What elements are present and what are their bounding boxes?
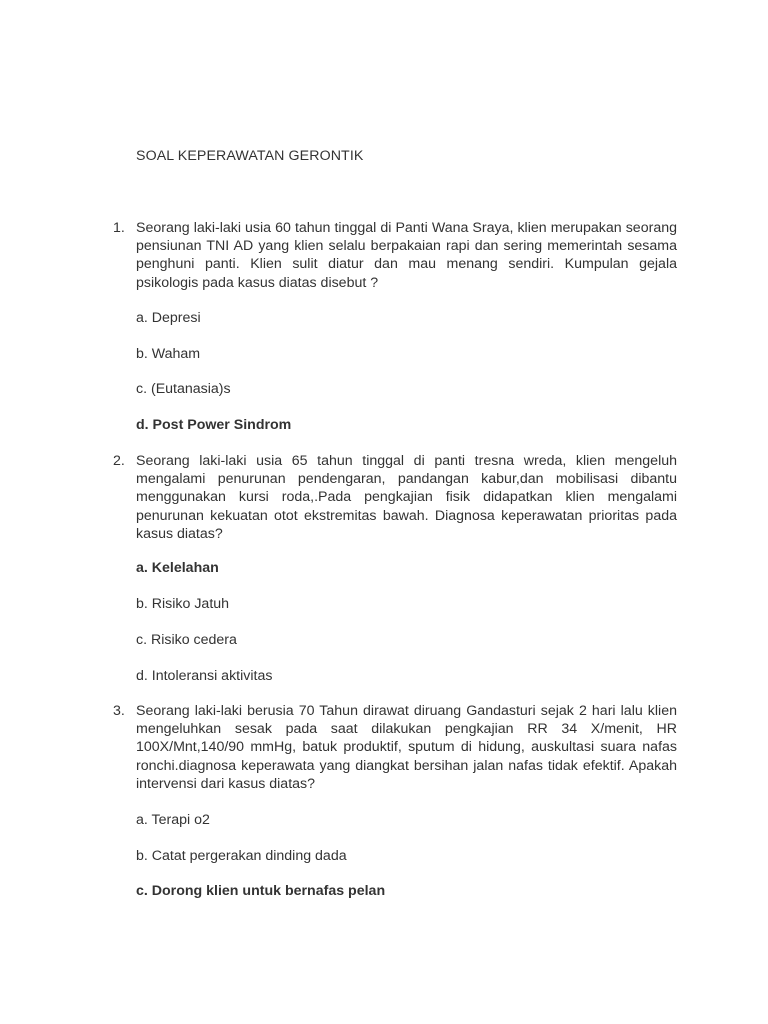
option-1b: b. Waham	[136, 346, 201, 362]
page-title: SOAL KEPERAWATAN GERONTIK	[136, 148, 364, 164]
option-1a: a. Depresi	[136, 310, 201, 326]
question-1	[113, 219, 677, 292]
question-text: Seorang laki-laki usia 65 tahun tinggal di panti tresna wreda, klien mengeluh mengalami penurunan pendengaran, pandangan kabur,dan mobilisasi dibantu menggunakan kursi roda,.Pada pengkajian fisik didapatkan klien mengalami penurunan kekuatan otot ekstremitas bawah. Diagnosa keperawatan prioritas pada kasus diatas?	[136, 453, 677, 542]
question-text: Seorang laki-laki usia 60 tahun tinggal di Panti Wana Sraya, klien merupakan seorang pensiunan TNI AD yang klien selalu berpakaian rapi dan sering memerintah sesama penghuni panti. Klien sulit diatur dan mau menang sendiri. Kumpulan gejala psikologis pada kasus diatas disebut ?	[136, 220, 677, 291]
option-3a: a. Terapi o2	[136, 812, 210, 828]
option-2d: d. Intoleransi aktivitas	[136, 668, 273, 684]
question-number: 1.	[113, 220, 125, 236]
option-2c: c. Risiko cedera	[136, 632, 237, 648]
option-1d-answer: d. Post Power Sindrom	[136, 417, 292, 433]
option-2a-answer: a. Kelelahan	[136, 560, 219, 576]
question-number: 2.	[113, 453, 125, 469]
option-3b: b. Catat pergerakan dinding dada	[136, 848, 347, 864]
question-2	[113, 452, 677, 543]
option-3c-answer: c. Dorong klien untuk bernafas pelan	[136, 883, 386, 899]
question-text: Seorang laki-laki berusia 70 Tahun dirawat diruang Gandasturi sejak 2 hari lalu klien mengeluhkan sesak pada saat dilakukan pengkajian RR 34 X/menit, HR 100X/Mnt,140/90 mmHg, batuk produktif, sputum di hidung, auskultasi suara nafas ronchi.diagnosa keperawata yang diangkat bersihan jalan nafas tidak efektif. Apakah intervensi dari kasus diatas?	[136, 703, 677, 792]
question-number: 3.	[113, 703, 125, 719]
option-2b: b. Risiko Jatuh	[136, 596, 230, 612]
question-3	[113, 702, 677, 793]
option-1c: c. (Eutanasia)s	[136, 381, 231, 397]
